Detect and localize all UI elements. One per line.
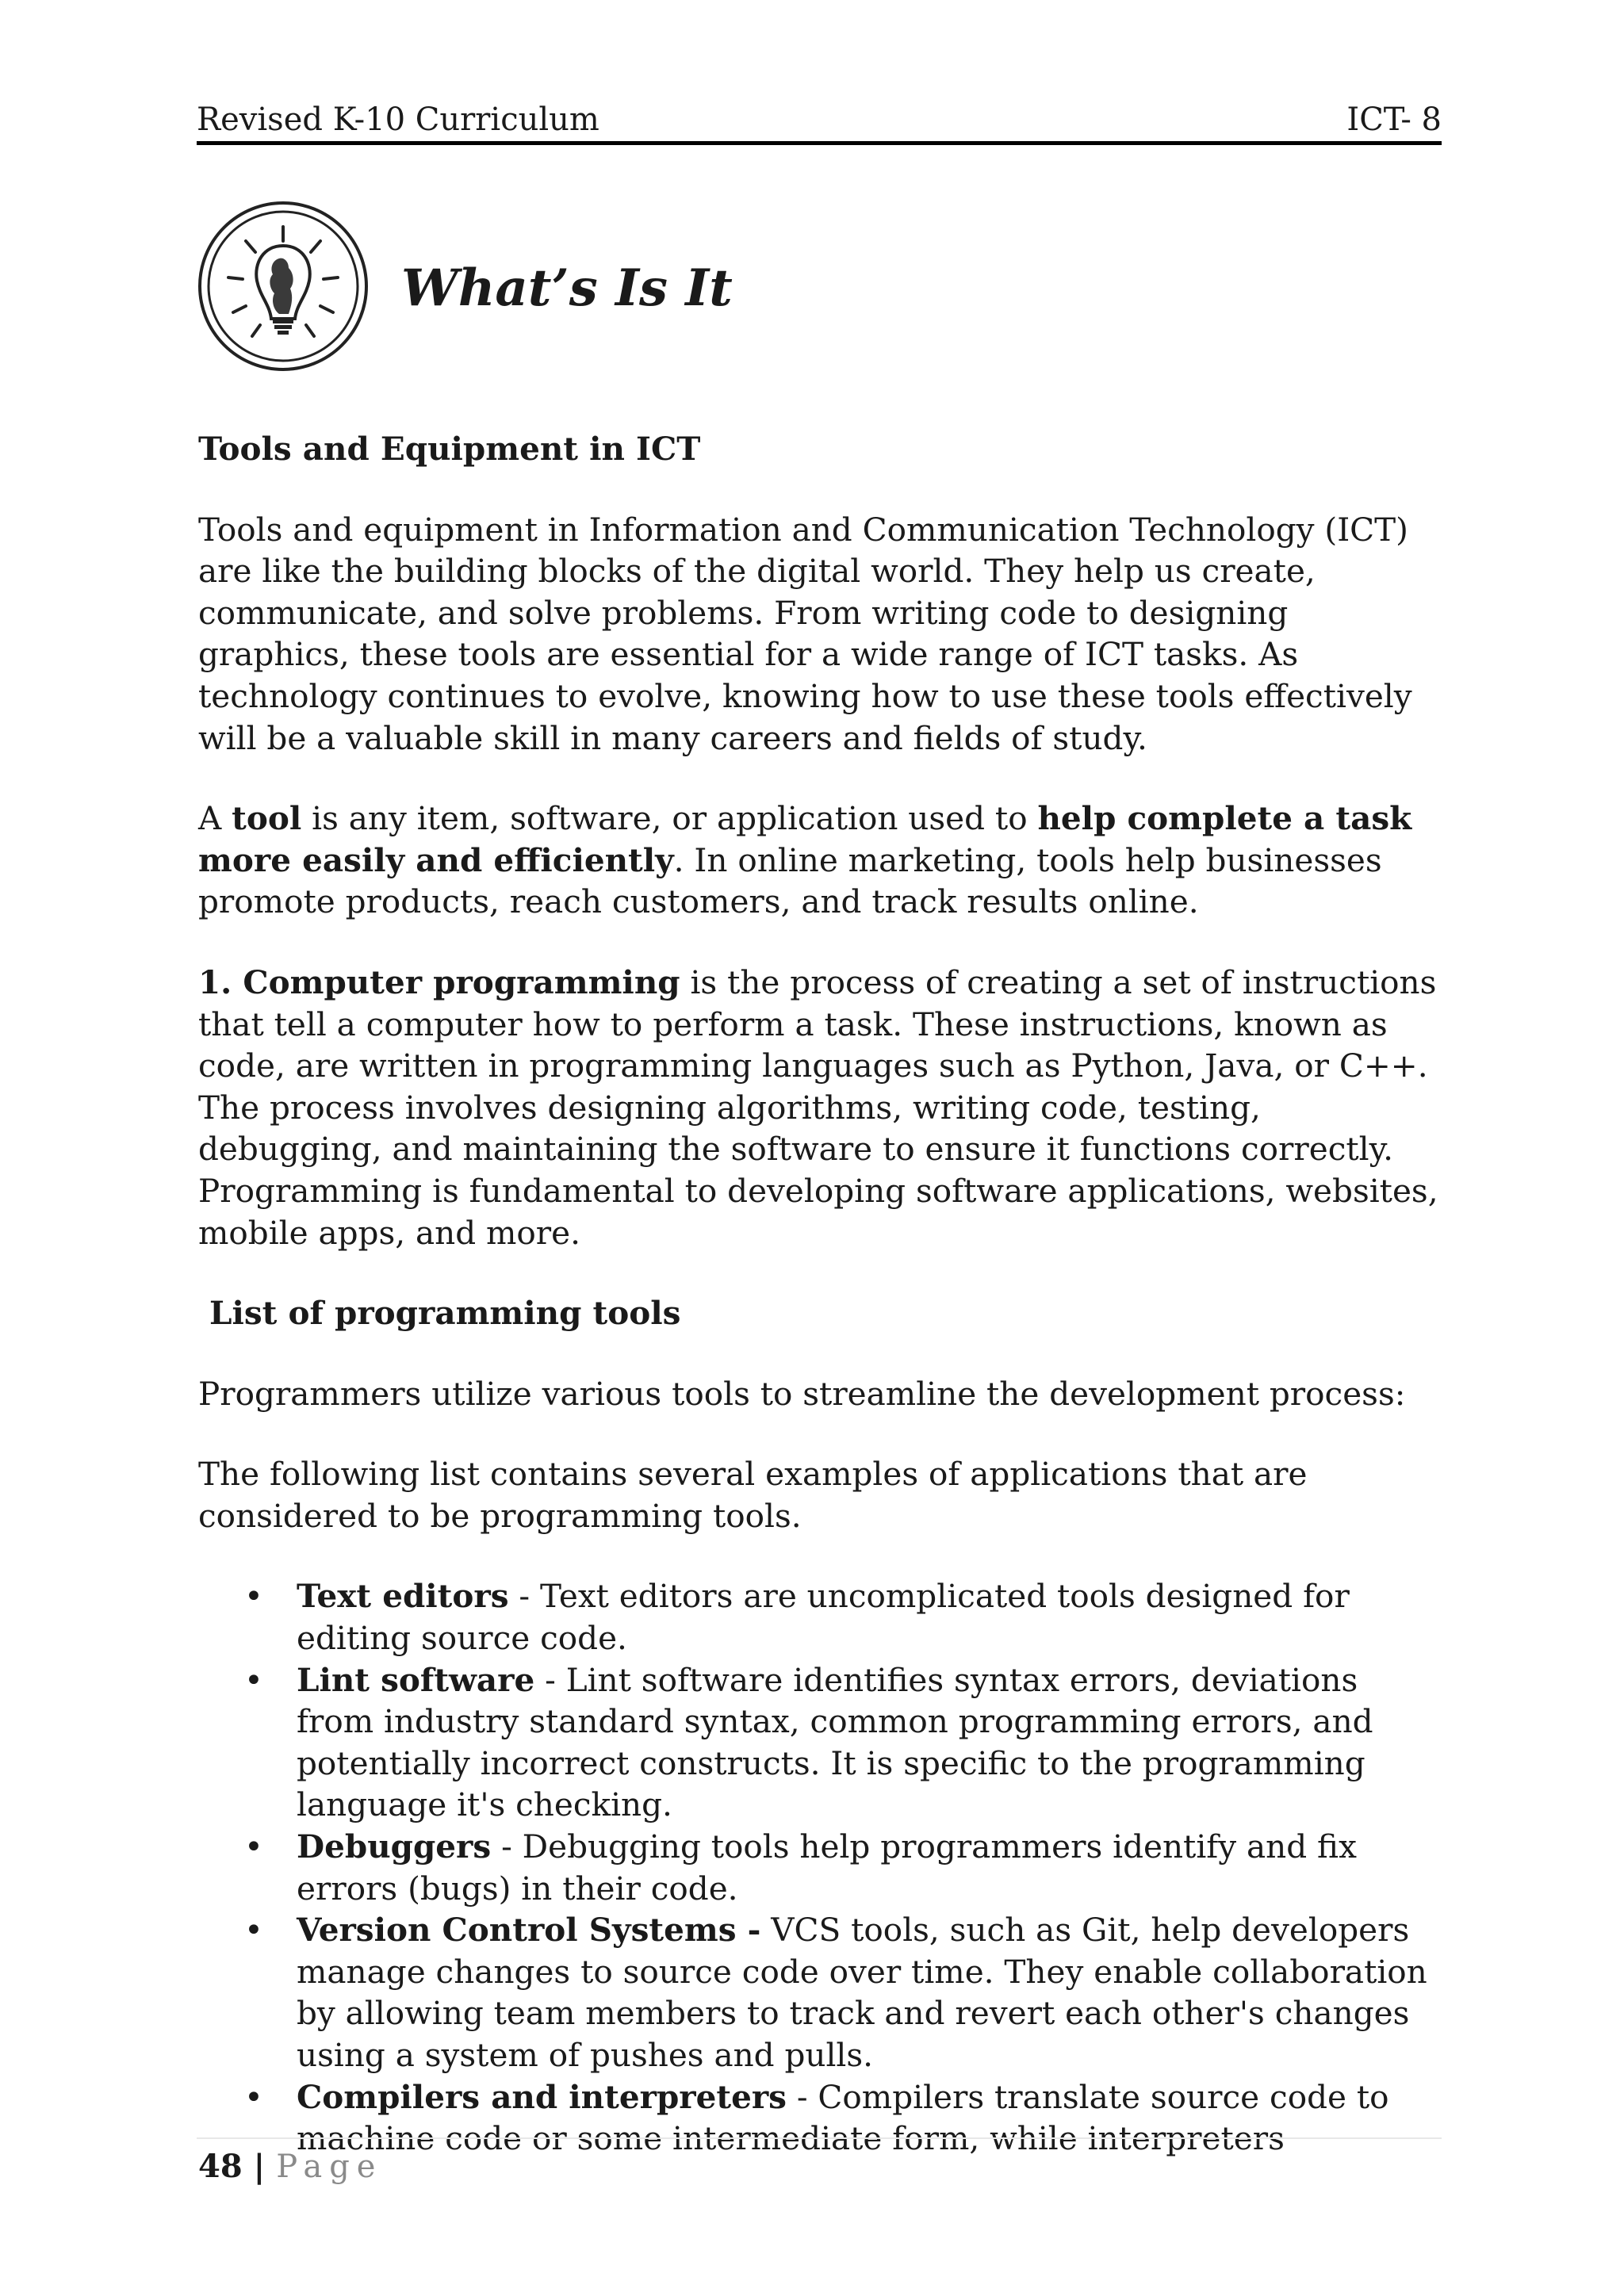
- bullet-icon: •: [244, 1911, 263, 1950]
- page-footer: [198, 2147, 382, 2187]
- lightbulb-thinking-icon: [197, 200, 370, 373]
- list-item: [244, 1575, 1443, 1659]
- tool-name: Compilers and interpreters: [297, 2077, 787, 2116]
- subject-label: ICT- 8: [1346, 101, 1442, 138]
- tool-description: - Text editors are uncomplicated tools designed for editing source code.: [297, 1577, 1350, 1658]
- text-run: . In online marketing, tools help businesses promote products, reach customers, and track results online.: [198, 840, 1382, 921]
- following-paragraph: The following list contains several examples of applications that are considered to be programming tools.: [198, 1455, 1308, 1535]
- footer-separator: |: [253, 2148, 266, 2185]
- programming-paragraph: [198, 962, 1443, 1253]
- bullet-icon: •: [244, 1827, 263, 1866]
- tool-description: VCS tools, such as Git, help developers manage changes to source code over time. They enable collaboration by allowing team members to track and revert each other's changes using a system of pushes and pulls.: [297, 1911, 1427, 2074]
- text-run: is the process of creating a set of instructions that tell a computer how to perform a task. These instructions, known as code, are written in programming languages such as Python, Java, or C++. The process involves designing algorithms, writing code, testing, debugging, and maintaining the software to ensure it functions correctly. Programming is fundamental to developing software applications, websites, mobile apps, and more.: [198, 962, 1438, 1252]
- list-item: [244, 1909, 1443, 2076]
- page-header: [197, 101, 1442, 145]
- bullet-icon: •: [244, 1577, 263, 1616]
- bold-term: 1. Computer programming: [198, 962, 680, 1001]
- page-number: 48: [198, 2148, 243, 2185]
- tool-description: - Lint software identifies syntax errors, deviations from industry standard syntax, common programming errors, and potentially incorrect constructs. It is specific to the programming language it's checking.: [297, 1660, 1373, 1824]
- subsection-heading: List of programming tools: [209, 1294, 681, 1333]
- footer-divider: [197, 2137, 1442, 2139]
- list-item: [244, 1826, 1443, 1909]
- bullet-icon: •: [244, 2077, 263, 2116]
- list-item: [244, 2076, 1443, 2160]
- bullet-icon: •: [244, 1660, 263, 1699]
- tool-name: Debuggers: [297, 1827, 492, 1866]
- section-title: What’s Is It: [401, 258, 733, 318]
- tool-description: - Debugging tools help programmers identify and fix errors (bugs) in their code.: [297, 1827, 1357, 1908]
- tool-name: Text editors: [297, 1577, 509, 1616]
- tool-name: Version Control Systems -: [297, 1911, 761, 1950]
- bold-term: tool: [232, 799, 302, 838]
- text-run: is any item, software, or application used to: [301, 799, 1038, 838]
- utilize-paragraph: Programmers utilize various tools to streamline the development process:: [198, 1374, 1406, 1413]
- tool-definition-paragraph: [198, 798, 1443, 923]
- page-content: [198, 428, 1443, 2160]
- page-label: Page: [276, 2149, 383, 2185]
- intro-paragraph: Tools and equipment in Information and Communication Technology (ICT) are like the building blocks of the digital world. They help us create, communicate, and solve problems. From writing code to designing graphics, these tools are essential for a wide range of ICT tasks. As technology continues to evolve, knowing how to use these tools effectively will be a valuable skill in many careers and fields of study.: [198, 510, 1412, 757]
- section-heading: Tools and Equipment in ICT: [198, 430, 701, 468]
- text-run: A: [198, 799, 232, 838]
- list-item: [244, 1659, 1443, 1826]
- curriculum-title: Revised K-10 Curriculum: [197, 101, 599, 138]
- bold-phrase: help complete a task more easily and efficiently: [198, 799, 1412, 879]
- programming-tools-list: [198, 1575, 1443, 2159]
- tool-name: Lint software: [297, 1660, 535, 1699]
- tool-description: - Compilers translate source code to machine code or some intermediate form, while interpreters: [297, 2077, 1389, 2158]
